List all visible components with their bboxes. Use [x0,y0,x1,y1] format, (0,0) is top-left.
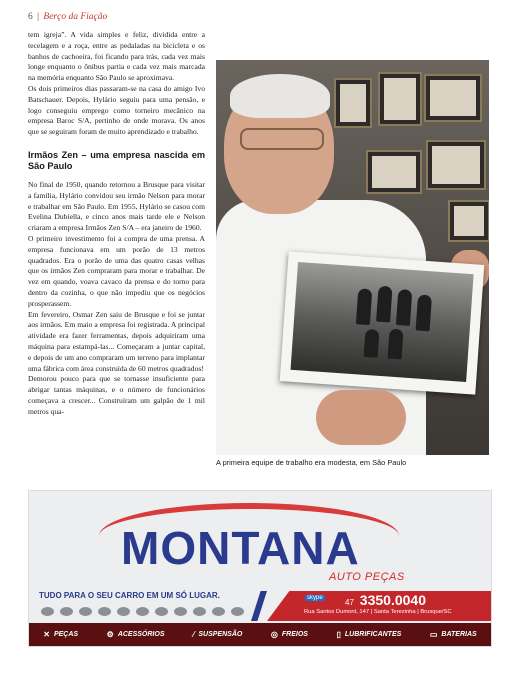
car-logo-icon [174,607,187,616]
article-paragraph: Demorou pouco para que se tornasse insuficiente para abrigar tantas máquinas, e o número de funcionários começava a crescer... Construíram um galpão de 1 mil metros qua- [28,374,205,416]
ad-category-freios [271,630,308,639]
car-logo-icon [79,607,92,616]
ad-category-label: FREIOS [281,631,308,638]
article-column [28,30,205,418]
ad-category-acessorios [107,630,165,639]
article-paragraph: Em fevereiro, Osmar Zen saiu de Brusque e foi se juntar aos irmãos. Em maio a empresa foi registrada. A principal atividade era fazer ferramentas, depois adquiriram uma máquina para estampá-las... Começaram a juntar capital, e depois de um ano compraram um terreno para implantar uma fábrica com área construída de 60 metros quadrados! [28,309,205,373]
car-logo-icon [231,607,244,616]
worker-figure [396,289,412,326]
ad-brand-name: MONTANA [121,522,360,574]
article-paragraph: tem igreja”. A vida simples e feliz, dividida entre a tecelagem e a roça, entre as pedaladas na bicicleta e os banhos de cachoeira, foi ficando para trás, cada vez mais longe enquanto o ônibus partia e cada vez mais marcada na memória enquanto São Paulo se aproximava. [28,30,205,83]
car-logo-icon [117,607,130,616]
worker-figure [416,294,432,331]
worker-figure [388,329,404,360]
wall-frame [424,74,482,122]
wall-frame [378,72,422,126]
section-title: Berço da Fiação [43,12,108,22]
ad-category-label: ACESSÓRIOS [117,631,165,638]
page-number: 6 [28,12,33,22]
ad-tagline: TUDO PARA O SEU CARRO EM UM SÓ LUGAR. [39,591,220,600]
article-photo [216,60,489,455]
ad-sub-brand: AUTO PEÇAS [329,571,405,583]
spring-icon: ⁄ [193,630,195,639]
car-logo-icon [193,607,206,616]
advertisement [28,490,492,647]
photo-caption: A primeira equipe de trabalho era modesta, em São Paulo [216,458,407,467]
wrench-icon: ✕ [43,630,50,639]
worker-figure [364,329,380,358]
ad-phone-number: 3350.0040 [359,592,426,608]
brake-disc-icon: ◎ [270,630,278,639]
ad-category-label: BATERIAS [441,631,477,638]
glasses [240,128,324,150]
gear-icon: ⚙ [106,630,114,639]
car-logo-icon [212,607,225,616]
battery-icon: ▭ [429,630,438,639]
ad-category-lubrificantes [337,630,402,639]
article-paragraph: No final de 1950, quando retornou a Brusque para visitar a família, Hylário convidou seu irmão Nelson para morar e trabalhar em São Paulo. Em 1955, Hylário se casou com Evelina Dubiella, e cinco anos mais tarde ele e Nelson criaram a empresa Irmãos Zen S/A – era janeiro de 1960. [28,179,205,233]
ad-category-suspensao [193,630,242,639]
man-hair [230,74,330,118]
ad-phone [345,592,426,608]
skype-icon: skype [307,595,323,601]
wall-frame [334,78,372,128]
worker-figure [376,286,392,323]
hand [316,390,406,445]
car-logo-icon [41,607,54,616]
header-separator: | [37,12,40,22]
ad-phone-area: 47 [345,598,354,607]
ad-category-label: SUSPENSÃO [198,631,243,638]
wall-frame [426,140,486,190]
ad-category-label: LUBRIFICANTES [344,631,402,638]
old-photograph [280,251,485,394]
car-logo-icon [98,607,111,616]
ad-category-label: PEÇAS [53,631,79,638]
ad-category-pecas [43,630,78,639]
old-photograph-image [291,262,474,382]
oil-bottle-icon: ▯ [336,630,341,639]
ad-address: Rua Santos Dumont, 147 | Santa Terezinha | Brusque/SC [304,609,452,615]
worker-figure [356,288,372,325]
car-logo-icon [60,607,73,616]
page-header [28,12,107,22]
ad-category-baterias [430,630,477,639]
wall-frame [366,150,422,194]
article-subheading: Irmãos Zen – uma empresa nascida em São Paulo [28,149,205,171]
article-paragraph: O primeiro investimento foi a compra de uma prensa. A empresa funcionava em um porão de 13 metros quadrados. Era o porão de uma das quatro casas velhas que os irmãos Zen compraram para morar e trabalhar. De vez em quando, voava cavaco da prensa e do torno para dentro da cozinha, o que não impediu que os negócios prosperassem. [28,233,205,308]
article-paragraph: Os dois primeiros dias passaram-se na casa do amigo Ivo Batschauer. Depois, Hylário seguiu para uma pensão, e logo conseguiu emprego como torneiro mecânico na empresa Baroc S/A, pertinho de onde morava. Os anos que se seguiram foram de muito aprendizado e trabalho. [28,83,205,137]
wall-frame [448,200,489,242]
car-logo-icon [136,607,149,616]
ad-decor-slash [251,591,267,621]
ad-category-bar [29,623,491,646]
car-logo-icon [155,607,168,616]
car-brand-logos [41,604,251,618]
